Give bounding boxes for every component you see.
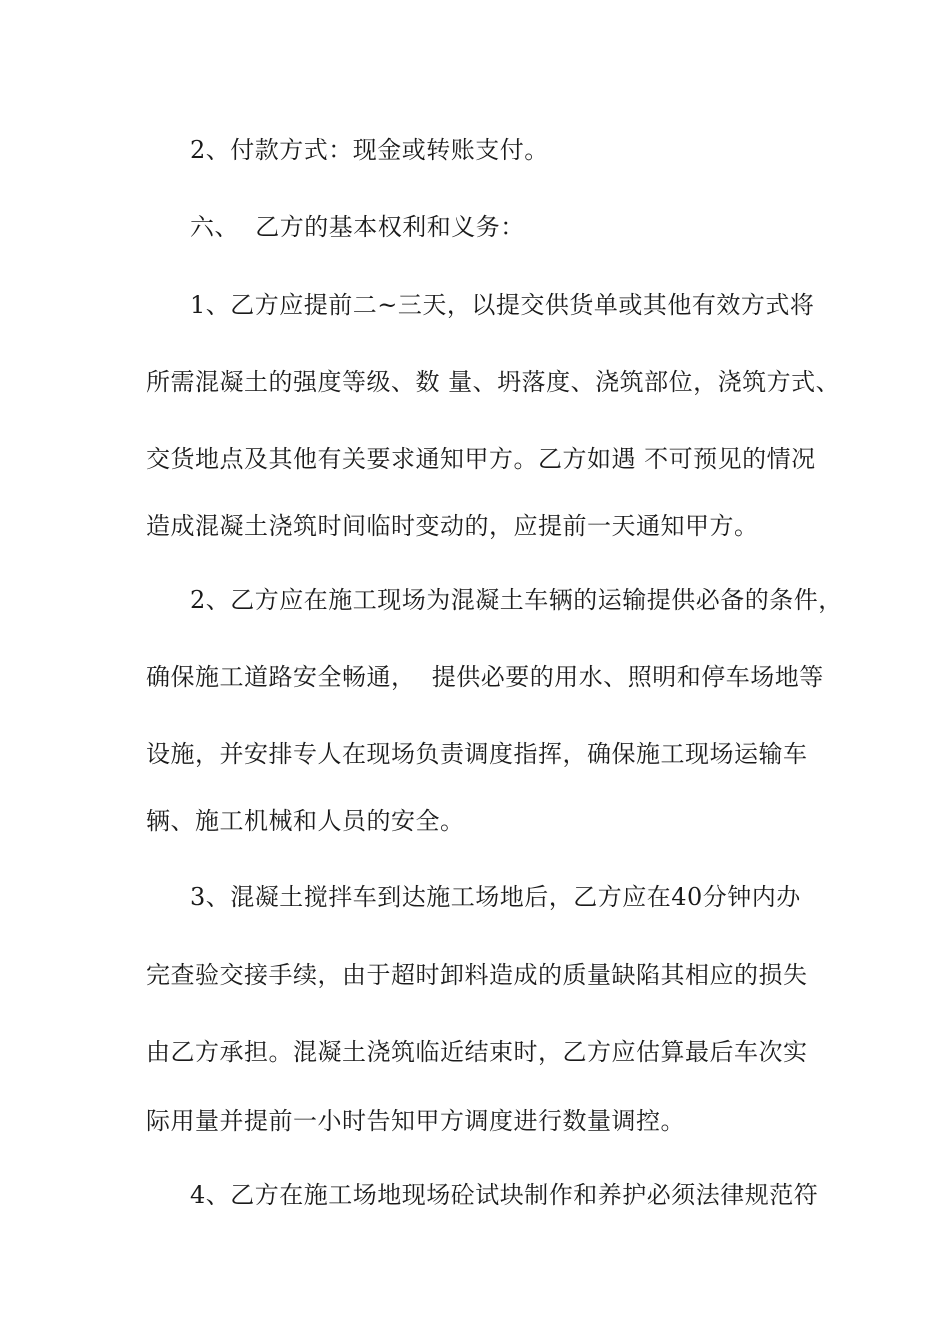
paragraph-2-line-3: 设施，并安排专人在现场负责调度指挥，确保施工现场运输车 xyxy=(146,740,808,768)
paragraph-3-line-4: 际用量并提前一小时告知甲方调度进行数量调控。 xyxy=(146,1107,685,1135)
paragraph-1-line-3: 交货地点及其他有关要求通知甲方。乙方如遇 不可预见的情况 xyxy=(146,445,816,473)
paragraph-3-line-3: 由乙方承担。混凝土浇筑临近结束时，乙方应估算最后车次实 xyxy=(146,1038,808,1066)
paragraph-1-line-1: 1、乙方应提前二~三天，以提交供货单或其他有效方式将 xyxy=(190,291,815,319)
paragraph-3-line-1: 3、混凝土搅拌车到达施工场地后，乙方应在40分钟内办 xyxy=(190,883,801,911)
section-heading-six: 六、 乙方的基本权利和义务： xyxy=(190,213,525,241)
paragraph-4-line-1: 4、乙方在施工场地现场砼试块制作和养护必须法律规范符 xyxy=(190,1181,819,1209)
paragraph-3-line-2: 完查验交接手续，由于超时卸料造成的质量缺陷其相应的损失 xyxy=(146,961,808,989)
paragraph-1-line-4: 造成混凝土浇筑时间临时变动的，应提前一天通知甲方。 xyxy=(146,512,759,540)
paragraph-2-line-2: 确保施工道路安全畅通， 提供必要的用水、照明和停车场地等 xyxy=(146,663,824,691)
paragraph-2-line-1: 2、乙方应在施工现场为混凝土车辆的运输提供必备的条件， xyxy=(190,586,843,614)
paragraph-1-line-2: 所需混凝土的强度等级、数 量、坍落度、浇筑部位，浇筑方式、 xyxy=(146,368,841,396)
paragraph-2-line-4: 辆、施工机械和人员的安全。 xyxy=(146,807,465,835)
paragraph-payment-method: 2、付款方式：现金或转账支付。 xyxy=(190,136,549,164)
